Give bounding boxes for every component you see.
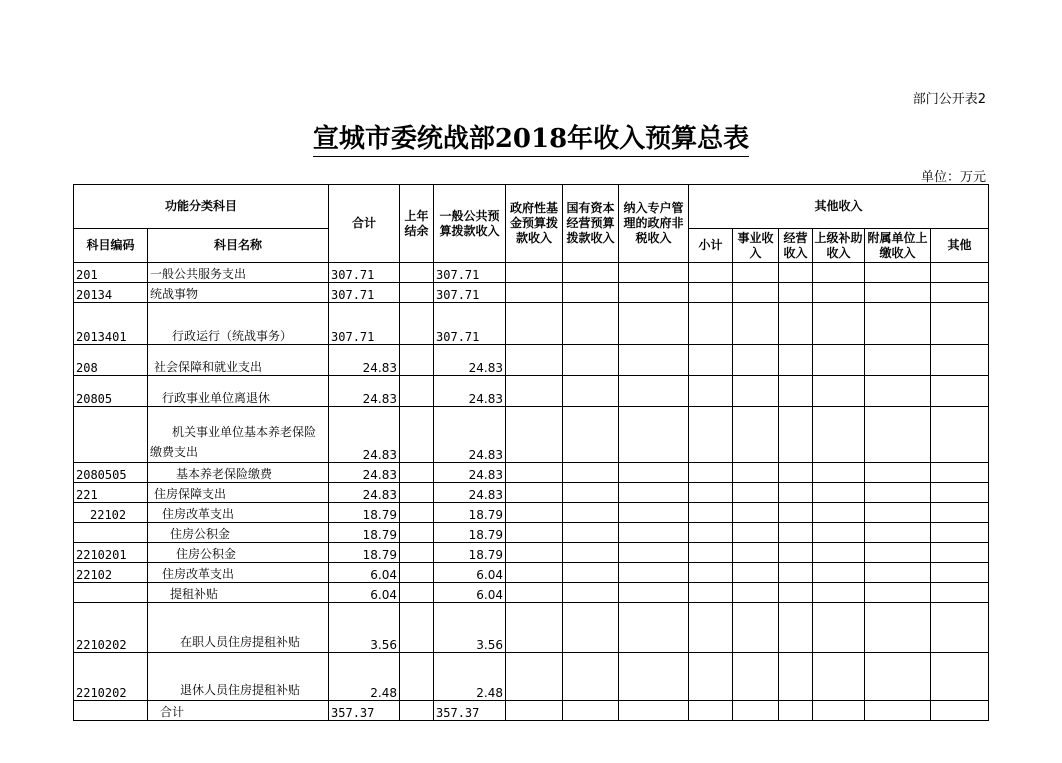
table-row [74, 283, 989, 303]
row-general: 6.04 [434, 563, 506, 583]
row-name: 住房公积金 [148, 523, 329, 543]
header-code: 科目编码 [74, 229, 148, 263]
header-name: 科目名称 [148, 229, 329, 263]
row-carryover [400, 345, 434, 376]
row-total: 307.71 [329, 303, 400, 345]
row-code: 2210202 [74, 653, 148, 701]
row-carryover [400, 701, 434, 721]
unit-label: 单位：万元 [920, 170, 986, 185]
header-other-group: 其他收入 [689, 185, 989, 229]
row-name: 一般公共服务支出 [148, 263, 329, 283]
row-carryover [400, 303, 434, 345]
row-carryover [400, 543, 434, 563]
row-carryover [400, 263, 434, 283]
header-superior: 上级补助收入 [813, 229, 865, 263]
row-code: 22102 [74, 503, 148, 523]
row-code [74, 407, 148, 463]
row-code: 22102 [74, 563, 148, 583]
row-carryover [400, 503, 434, 523]
row-total: 24.83 [329, 345, 400, 376]
row-total: 18.79 [329, 523, 400, 543]
header-carryover: 上年结余 [400, 185, 434, 263]
row-name: 合计 [148, 701, 329, 721]
table-row [74, 603, 989, 653]
row-carryover [400, 523, 434, 543]
row-code: 221 [74, 483, 148, 503]
row-general: 18.79 [434, 503, 506, 523]
row-name: 社会保障和就业支出 [148, 345, 329, 376]
row-total: 18.79 [329, 503, 400, 523]
row-code: 2080505 [74, 463, 148, 483]
row-carryover [400, 407, 434, 463]
table-row [74, 407, 989, 463]
table-row [74, 583, 989, 603]
row-total: 24.83 [329, 376, 400, 407]
row-carryover [400, 376, 434, 407]
row-carryover [400, 583, 434, 603]
header-total: 合计 [329, 185, 400, 263]
row-code: 20805 [74, 376, 148, 407]
table-row [74, 376, 989, 407]
header-affiliated: 附属单位上缴收入 [865, 229, 931, 263]
header-other: 其他 [931, 229, 989, 263]
header-state-capital: 国有资本经营预算拨款收入 [563, 185, 619, 263]
row-general: 3.56 [434, 603, 506, 653]
row-carryover [400, 563, 434, 583]
row-general: 24.83 [434, 376, 506, 407]
row-total: 24.83 [329, 463, 400, 483]
row-code: 2210201 [74, 543, 148, 563]
table-row [74, 263, 989, 283]
header-nontax: 纳入专户管理的政府非税收入 [619, 185, 689, 263]
header-business: 事业收入 [733, 229, 779, 263]
row-code: 20134 [74, 283, 148, 303]
row-name: 住房公积金 [148, 543, 329, 563]
row-general: 307.71 [434, 263, 506, 283]
row-total: 18.79 [329, 543, 400, 563]
row-total: 307.71 [329, 283, 400, 303]
row-code: 208 [74, 345, 148, 376]
table-row [74, 543, 989, 563]
row-general: 307.71 [434, 283, 506, 303]
row-carryover [400, 463, 434, 483]
header-general-budget: 一般公共预算拨款收入 [434, 185, 506, 263]
row-general: 24.83 [434, 483, 506, 503]
table-row [74, 303, 989, 345]
row-total: 6.04 [329, 563, 400, 583]
row-name: 住房改革支出 [148, 503, 329, 523]
row-name: 住房改革支出 [148, 563, 329, 583]
table-row [74, 563, 989, 583]
row-carryover [400, 603, 434, 653]
table-row [74, 345, 989, 376]
row-general: 6.04 [434, 583, 506, 603]
row-name: 住房保障支出 [148, 483, 329, 503]
row-total: 6.04 [329, 583, 400, 603]
row-total: 3.56 [329, 603, 400, 653]
table-row [74, 503, 989, 523]
row-code [74, 701, 148, 721]
row-general: 18.79 [434, 543, 506, 563]
header-gov-fund: 政府性基金预算拨款收入 [506, 185, 563, 263]
row-total: 357.37 [329, 701, 400, 721]
row-name: 行政事业单位离退休 [148, 376, 329, 407]
header-func-group: 功能分类科目 [74, 185, 329, 229]
row-name: 统战事物 [148, 283, 329, 303]
row-code: 2013401 [74, 303, 148, 345]
row-code: 201 [74, 263, 148, 283]
table-number-label: 部门公开表2 [912, 92, 986, 107]
row-name: 行政运行（统战事务） [148, 303, 329, 345]
row-total: 307.71 [329, 263, 400, 283]
row-name: 退休人员住房提租补贴 [148, 653, 329, 701]
row-name: 机关事业单位基本养老保险缴费支出 [148, 407, 329, 463]
row-carryover [400, 483, 434, 503]
row-carryover [400, 653, 434, 701]
row-code [74, 523, 148, 543]
row-general: 357.37 [434, 701, 506, 721]
row-code [74, 583, 148, 603]
table-row [74, 483, 989, 503]
table-body [74, 263, 989, 721]
row-total: 24.83 [329, 483, 400, 503]
row-general: 2.48 [434, 653, 506, 701]
header-operating: 经营收入 [779, 229, 813, 263]
row-total: 24.83 [329, 407, 400, 463]
header-subtotal: 小计 [689, 229, 733, 263]
row-name: 在职人员住房提租补贴 [148, 603, 329, 653]
table-row [74, 653, 989, 701]
row-general: 24.83 [434, 345, 506, 376]
row-general: 24.83 [434, 407, 506, 463]
row-general: 18.79 [434, 523, 506, 543]
row-code: 2210202 [74, 603, 148, 653]
row-name: 基本养老保险缴费 [148, 463, 329, 483]
budget-table [73, 184, 989, 721]
row-name: 提租补贴 [148, 583, 329, 603]
row-general: 24.83 [434, 463, 506, 483]
table-row [74, 523, 989, 543]
row-general: 307.71 [434, 303, 506, 345]
table-row-total [74, 701, 989, 721]
row-total: 2.48 [329, 653, 400, 701]
table-row [74, 463, 989, 483]
row-carryover [400, 283, 434, 303]
page-title: 宣城市委统战部2018年收入预算总表 [0, 118, 1062, 155]
